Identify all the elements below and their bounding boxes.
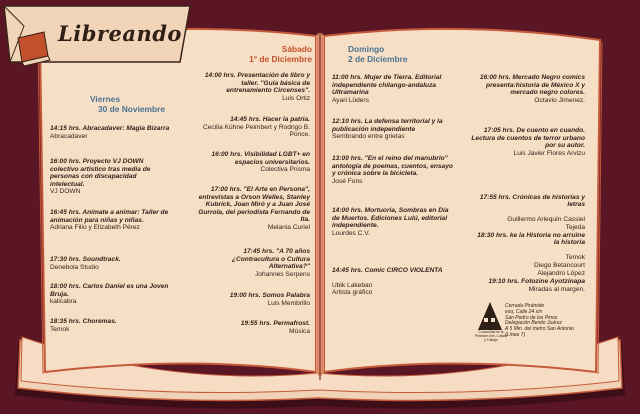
event-item bbox=[50, 318, 172, 333]
venue-line: esq. Calle 24 s/n bbox=[505, 308, 543, 315]
event-person: Colectiva Prisma bbox=[260, 166, 310, 174]
event-person: Lourdes C.V. bbox=[332, 229, 370, 237]
day-name: Viernes bbox=[90, 94, 121, 104]
event-title: 12:10 hrs. La defensa territorial y la publicación independiente bbox=[332, 118, 443, 133]
event-item bbox=[196, 292, 310, 307]
day-name: Sábado bbox=[281, 44, 312, 54]
event-item bbox=[332, 155, 454, 185]
event-item bbox=[50, 158, 172, 196]
event-person: Melania Curiel bbox=[267, 223, 310, 231]
event-title: 18:30 hrs. ke la Historia no arruine la historia bbox=[477, 231, 585, 247]
day-name: Domingo bbox=[348, 44, 385, 54]
event-title: 14:45 hrs. Comic CIRCO VIOLENTA bbox=[332, 266, 443, 274]
event-title: 14:45 hrs. Hacer la patria. bbox=[230, 116, 310, 123]
event-item bbox=[196, 248, 310, 278]
event-item bbox=[50, 283, 172, 306]
event-title: 17:55 hrs. Crónicas de historias y letras bbox=[479, 193, 585, 209]
event-item bbox=[196, 320, 310, 335]
event-title: 16:00 hrs. Mercado Negro comics presenta:historia de México X y mercado negro colores. bbox=[479, 74, 585, 97]
event-person: Ayari Lüders bbox=[332, 96, 369, 104]
event-person: VJ DOWN bbox=[50, 188, 81, 196]
venue-line: Delegación Benito Juárez bbox=[505, 320, 562, 327]
venue-line: Cerrada Pirámide bbox=[505, 303, 545, 309]
event-person: Guillermo Arlequín Cassiel Tejeda bbox=[507, 216, 585, 231]
event-title: 19:55 hrs. Permafrost. bbox=[240, 320, 310, 327]
event-person: Abracadaver bbox=[50, 132, 88, 140]
event-item bbox=[332, 74, 454, 104]
day-date: 2 de Diciembre bbox=[348, 54, 408, 64]
logo-title: Libreando bbox=[58, 21, 182, 46]
event-item bbox=[50, 209, 172, 232]
event-person: Octavio Jimenez. bbox=[534, 96, 585, 104]
event-person: José Fons bbox=[332, 177, 363, 185]
event-title: 17:00 hrs. "El Arte en Persona", entrevistas a Orson Welles, Stanley Kubrick, Joan Miró y a Juan José Gurrola, del periodista Fernando de Ita. bbox=[198, 186, 310, 224]
event-title: 19:10 hrs. Fotozine Ayotzinapa bbox=[488, 278, 585, 285]
event-item bbox=[196, 72, 310, 102]
event-title: 11:00 hrs. Mujer de Tierra. Editorial independiente chilango-andaluza Ultramarina bbox=[332, 74, 442, 97]
organizer-name: Comunidad de la Pirámide Arte, Cultura y Trabajo bbox=[474, 330, 508, 342]
event-person: Temok bbox=[50, 325, 70, 333]
day-date: 30 de Noviembre bbox=[98, 104, 166, 114]
event-title: 16:45 hrs. Anímate a animar: Taller de animación para niñas y niñas. bbox=[50, 209, 169, 224]
day-date: 1° de Diciembre bbox=[249, 54, 312, 64]
event-person: Adriana Filio y Elizabeth Pérez bbox=[50, 224, 140, 232]
event-title: 14:15 hrs. Abracadaver: Magia Bizarra bbox=[50, 125, 170, 132]
event-title: 14:00 hrs. Presentación de libro y taller. "Guía básica de entrenamiento Circenses". bbox=[204, 72, 310, 95]
event-item bbox=[50, 256, 172, 271]
event-person: Luis Membrillo bbox=[267, 299, 310, 307]
event-item bbox=[332, 259, 454, 305]
day-heading-sabado bbox=[220, 44, 312, 64]
event-title: 17:05 hrs. De cuento en cuando. Lectura de cuentos de terror urbano por su autor. bbox=[471, 127, 585, 150]
event-title: 16:00 hrs. Visibilidad LGBT+ en espacios universitarios. bbox=[211, 151, 310, 166]
event-title: 13:00 hrs. "En el reino del manubrio" antología de poemas, cuentos, ensayo y crónica sobre la bicicleta. bbox=[332, 155, 453, 178]
event-title: 18:00 hrs. Carlos Daniel es una Joven Bruja. bbox=[50, 283, 169, 298]
event-item bbox=[196, 186, 310, 232]
venue-line: (Línea 7) bbox=[505, 331, 526, 338]
event-item bbox=[196, 116, 310, 139]
event-person: Sembrando entre grietas bbox=[332, 133, 405, 141]
event-title: 16:00 hrs. Proyecto VJ DOWN colectivo artístico tras media de personas con discapacidad intelectual. bbox=[50, 158, 151, 188]
event-item bbox=[196, 151, 310, 174]
event-person: Cecilia Kühne Peimbert y Rodrigo B. Ponce. bbox=[202, 123, 310, 139]
event-title: 18:35 hrs. Choremas. bbox=[50, 318, 117, 325]
event-title: 14:00 hrs. Mortuoria, Sombras en Día de Muertos. Ediciones Lulú, editorial independiente. bbox=[332, 207, 449, 230]
event-item bbox=[332, 207, 454, 237]
event-item bbox=[470, 74, 585, 104]
event-person: Denebola Studio bbox=[50, 263, 99, 271]
event-person: Luis Ortiz bbox=[282, 94, 310, 102]
event-item bbox=[50, 125, 172, 140]
event-item bbox=[332, 118, 454, 141]
event-item bbox=[470, 224, 585, 285]
event-person: kalicabra bbox=[50, 298, 77, 306]
book-icon bbox=[18, 32, 50, 66]
venue-line: A 5 Min. del metro San Antonio bbox=[505, 326, 574, 333]
event-item bbox=[470, 278, 585, 293]
event-person: Ubik Lakeban Artista gráfico bbox=[332, 281, 373, 297]
venue-address bbox=[505, 304, 615, 339]
day-heading-domingo bbox=[348, 44, 408, 64]
event-person: Temok Diego Betancourt Alejandro López bbox=[534, 254, 585, 277]
event-item bbox=[470, 127, 585, 157]
event-title: 17:30 hrs. Soundtrack. bbox=[50, 256, 121, 263]
event-person: Luis Javier Flores Arvizu bbox=[513, 149, 585, 157]
venue-line: San Pedro de los Pinos. bbox=[505, 314, 559, 321]
event-person: Miradas al margen. bbox=[528, 285, 585, 293]
day-heading-viernes bbox=[90, 94, 165, 114]
event-person: Johannes Serpens bbox=[255, 270, 310, 278]
event-title: 17:45 hrs. "A 70 años ¿Contracultura o Cultura Alternativa?" bbox=[231, 248, 310, 271]
event-title: 19:00 hrs. Somos Palabra bbox=[229, 292, 310, 299]
event-person: Música bbox=[289, 327, 310, 335]
